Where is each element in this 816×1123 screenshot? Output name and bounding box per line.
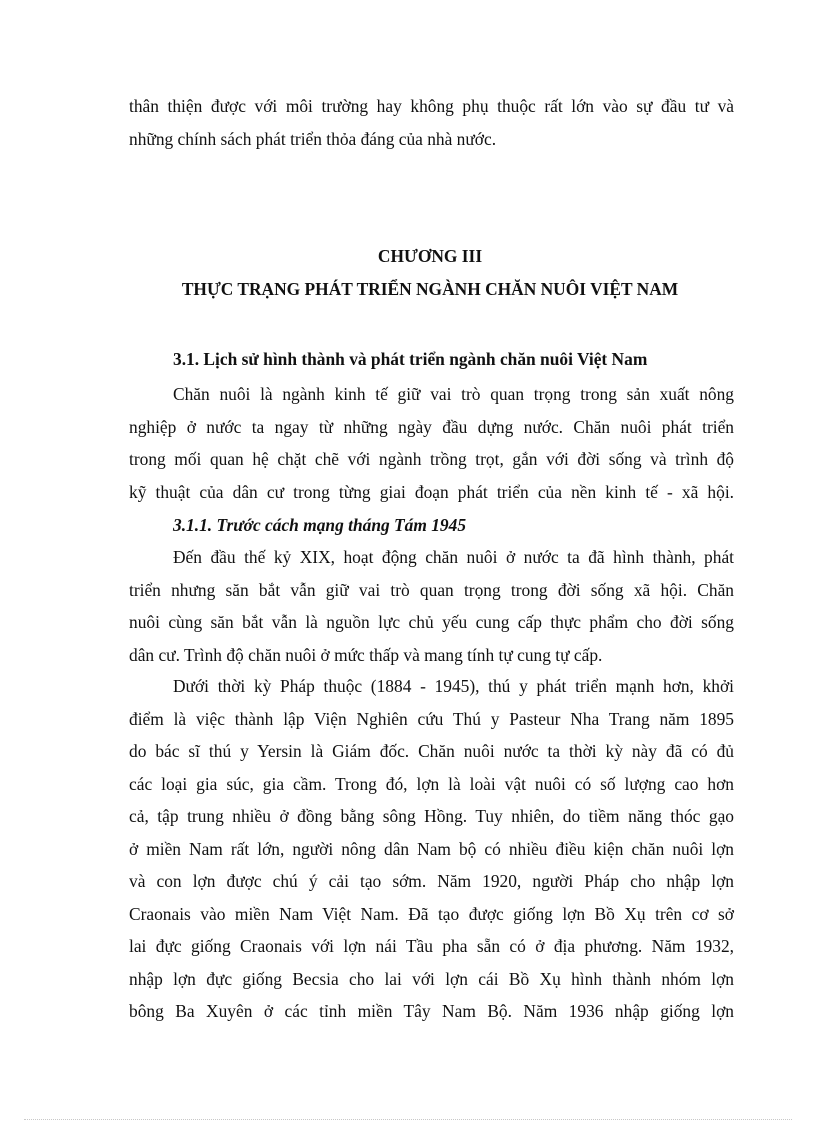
text-line: nghiệp ở nước ta ngay từ những ngày đầu dựng nước. Chăn nuôi phát triển <box>129 416 734 437</box>
text-line: điểm là việc thành lập Viện Nghiên cứu Thú y Pasteur Nha Trang năm 1895 <box>129 708 734 729</box>
text-line: trong mối quan hệ chặt chẽ với ngành trồng trọt, gắn với đời sống và trình độ <box>129 449 734 469</box>
text-line: do bác sĩ thú y Yersin là Giám đốc. Chăn nuôi nước ta thời kỳ này đã có đủ <box>129 741 734 761</box>
text-line: các loại gia súc, gia cầm. Trong đó, lợn là loài vật nuôi có số lượng cao hơn <box>129 773 734 794</box>
text-line: nhập lợn đực giống Becsia cho lai với lợn cái Bồ Xụ hình thành nhóm lợn <box>129 968 734 989</box>
section-heading: 3.1. Lịch sử hình thành và phát triển ngành chăn nuôi Việt Nam <box>173 349 648 369</box>
paragraph-3 <box>129 670 734 1028</box>
paragraph-1 <box>129 378 734 508</box>
sub-heading: 3.1.1. Trước cách mạng tháng Tám 1945 <box>173 515 467 535</box>
intro-paragraph <box>129 90 734 155</box>
text-line: những chính sách phát triển thỏa đáng của nhà nước. <box>129 128 497 149</box>
text-line: triển nhưng săn bắt vẫn giữ vai trò quan trọng trong đời sống xã hội. Chăn <box>129 579 734 600</box>
text-line: Craonais vào miền Nam Việt Nam. Đã tạo được giống lợn Bồ Xụ trên cơ sở <box>129 903 734 924</box>
text-line: ở miền Nam rất lớn, người nông dân Nam bộ có nhiều điều kiện chăn nuôi lợn <box>129 838 734 859</box>
text-line: nuôi cùng săn bắt vẫn là nguồn lực chủ yếu cung cấp thực phẩm cho đời sống <box>129 612 734 632</box>
page-bottom-divider <box>24 1119 792 1120</box>
text-line: lai đực giống Craonais với lợn nái Tầu pha sẵn có ở địa phương. Năm 1932, <box>129 936 734 956</box>
text-line: Đến đầu thế kỷ XIX, hoạt động chăn nuôi ở nước ta đã hình thành, phát <box>173 547 734 567</box>
text-line: thân thiện được với môi trường hay không phụ thuộc rất lớn vào sự đầu tư và <box>129 96 734 116</box>
text-line: Dưới thời kỳ Pháp thuộc (1884 - 1945), thú y phát triển mạnh hơn, khởi <box>173 676 734 696</box>
text-line: Chăn nuôi là ngành kinh tế giữ vai trò quan trọng trong sản xuất nông <box>173 384 734 404</box>
chapter-title: CHƯƠNG III <box>377 246 483 266</box>
text-line: cả, tập trung nhiều ở đồng bằng sông Hồng. Tuy nhiên, do tiềm năng thóc gạo <box>129 806 734 826</box>
chapter-subtitle: THỰC TRẠNG PHÁT TRIỂN NGÀNH CHĂN NUÔI VIỆT NAM <box>181 279 679 299</box>
text-line: dân cư. Trình độ chăn nuôi ở mức thấp và mang tính tự cung tự cấp. <box>129 644 603 665</box>
paragraph-2 <box>129 541 734 671</box>
text-line: và con lợn được chú ý cải tạo sớm. Năm 1920, người Pháp cho nhập lợn <box>129 871 734 891</box>
text-line: kỹ thuật của dân cư trong từng giai đoạn phát triển của nền kinh tế - xã hội. <box>129 481 734 502</box>
text-line: bông Ba Xuyên ở các tỉnh miền Tây Nam Bộ. Năm 1936 nhập giống lợn <box>129 1001 734 1021</box>
